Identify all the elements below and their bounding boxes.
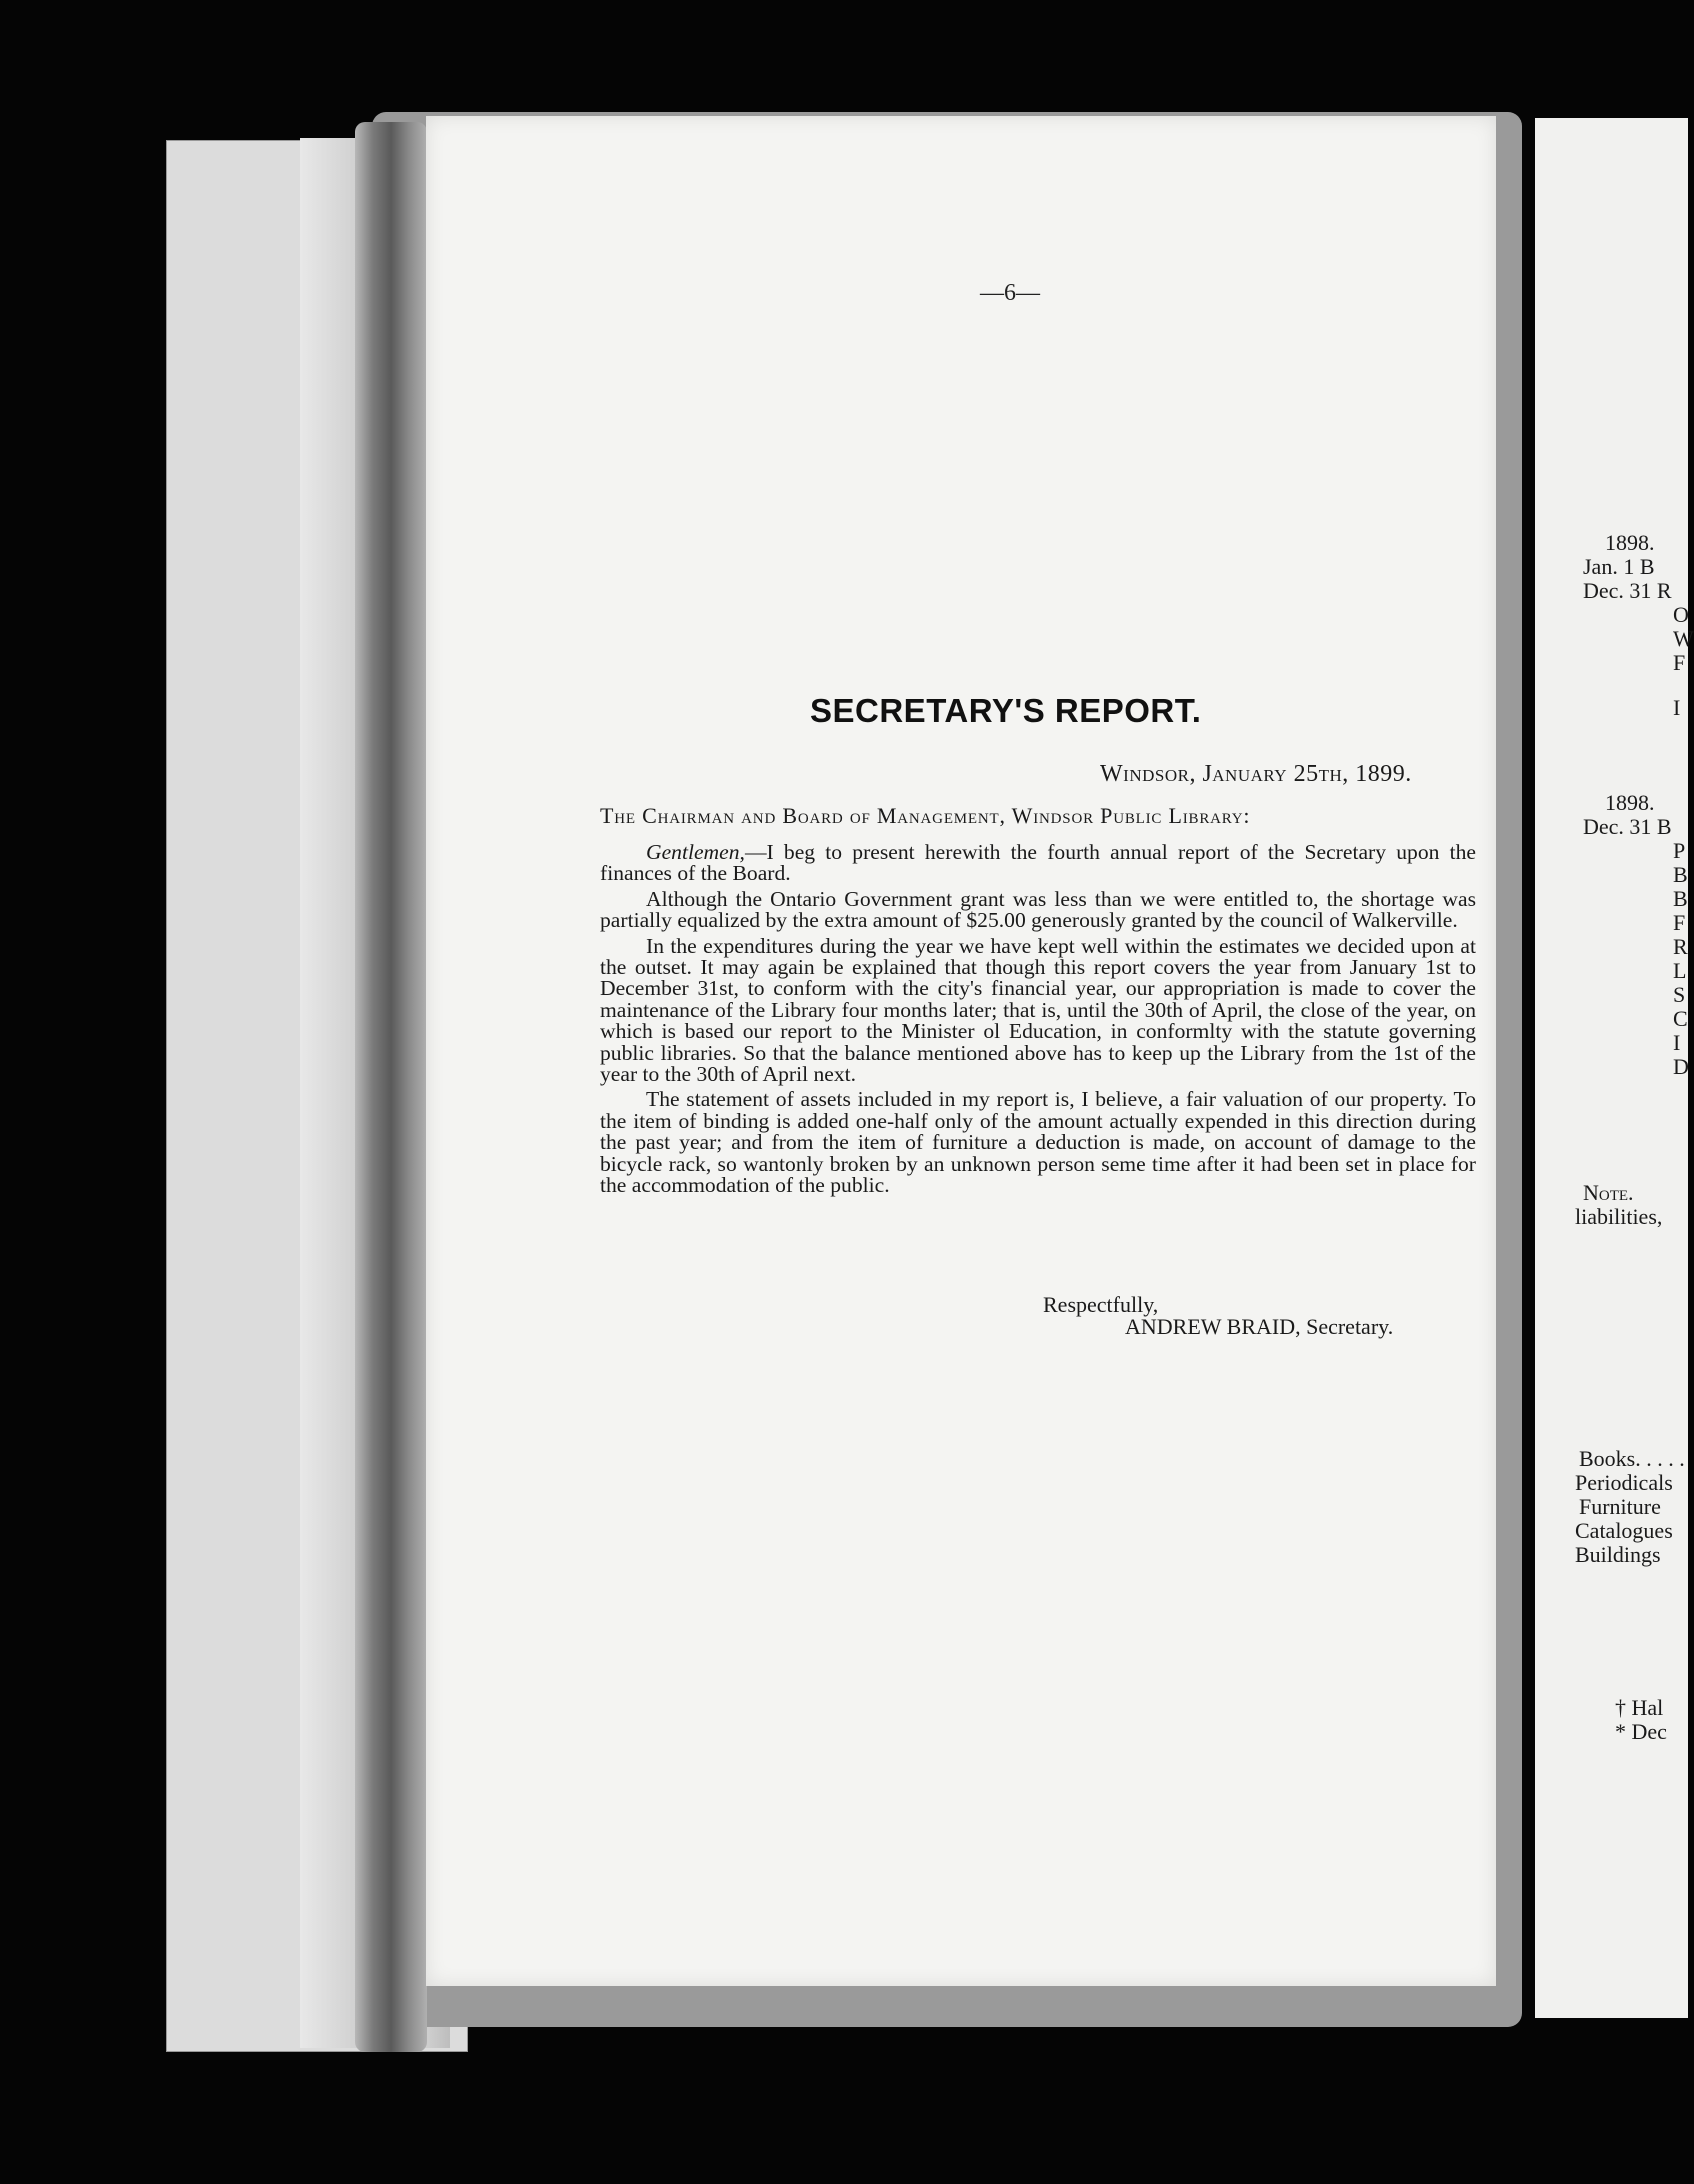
right-line: Furniture [1579,1494,1661,1519]
paragraph-4: The statement of assets included in my report is, I believe, a fair valuation of our property. To the item of binding is added one-half only of the amount actually expended in this direction during the past year; and from the item of furniture a deduction is made, on account of damage to the bicycle rack, so wantonly broken by an unknown person seme time after it had been set in place for the accommodation of the public. [600,1087,1476,1198]
right-line: 1898. [1605,530,1655,555]
signature-role: Secretary. [1306,1314,1394,1339]
salutation-term: Gentlemen, [646,840,745,864]
right-line: D [1673,1054,1689,1079]
paragraph-3: In the expenditures during the year we have kept well within the estimates we decided upon at the outset. It may again be explained that though this report covers the year from January 1st to December 31st, to conform with the city's financial year, our appropriation is made to cover the maintenance of the Library four months later; that is, until the 30th of April, the close of the year, on which is based our report to the Minister ol Education, in conformlty with the statute governing public libraries. So that the balance mentioned above has to keep up the Library from the 1st of the year to the 30th of April next. [600,933,1476,1087]
right-line: F [1673,910,1686,935]
right-line: Books. . . . . [1579,1446,1685,1471]
right-line: † Hal [1615,1695,1664,1720]
paragraph-2: Although the Ontario Government grant was less than we were entitled to, the shortage was partially equalized by the extra amount of $25.00 generously granted by the council of Walkerville. [600,886,1476,933]
right-line: C [1673,1006,1688,1031]
right-line: Dec. 31 B [1583,814,1672,839]
right-line: Note. [1583,1180,1634,1205]
right-line: I [1673,1030,1681,1055]
right-line: S [1673,982,1686,1007]
right-line: Periodicals [1575,1470,1673,1495]
dateline: Windsor, January 25th, 1899. [1100,761,1412,787]
paragraph-1-text: —I beg to present herewith the fourth annual report of the Secretary upon the finances of the Board. [600,840,1476,886]
facing-page [1535,118,1694,2018]
right-line: Jan. 1 B [1583,554,1655,579]
right-line: R [1673,934,1688,959]
right-line: W [1673,626,1694,651]
right-line: Buildings [1575,1542,1661,1567]
right-line: * Dec [1615,1719,1667,1744]
right-line: 1898. [1605,790,1655,815]
right-line: B [1673,886,1688,911]
closing: Respectfully, [1043,1292,1159,1317]
right-line: B [1673,862,1688,887]
paragraph-1 [600,842,1476,885]
book-spine [355,122,427,2052]
signature [1125,1314,1393,1340]
report-title: SECRETARY'S REPORT. [810,692,1202,729]
salutation: The Chairman and Board of Management, Windsor Public Library: [600,803,1251,828]
right-line: I [1673,695,1681,720]
right-line: Catalogues [1575,1518,1673,1543]
right-line: O [1673,602,1689,627]
right-line: liabilities, [1575,1204,1663,1229]
right-line: L [1673,958,1687,983]
signature-name: ANDREW BRAID, [1125,1314,1301,1339]
page-number: —6— [980,280,1040,306]
right-line: Dec. 31 R [1583,578,1672,603]
right-line: F [1673,650,1686,675]
right-line: P [1673,838,1686,863]
report-body [600,842,1476,1201]
